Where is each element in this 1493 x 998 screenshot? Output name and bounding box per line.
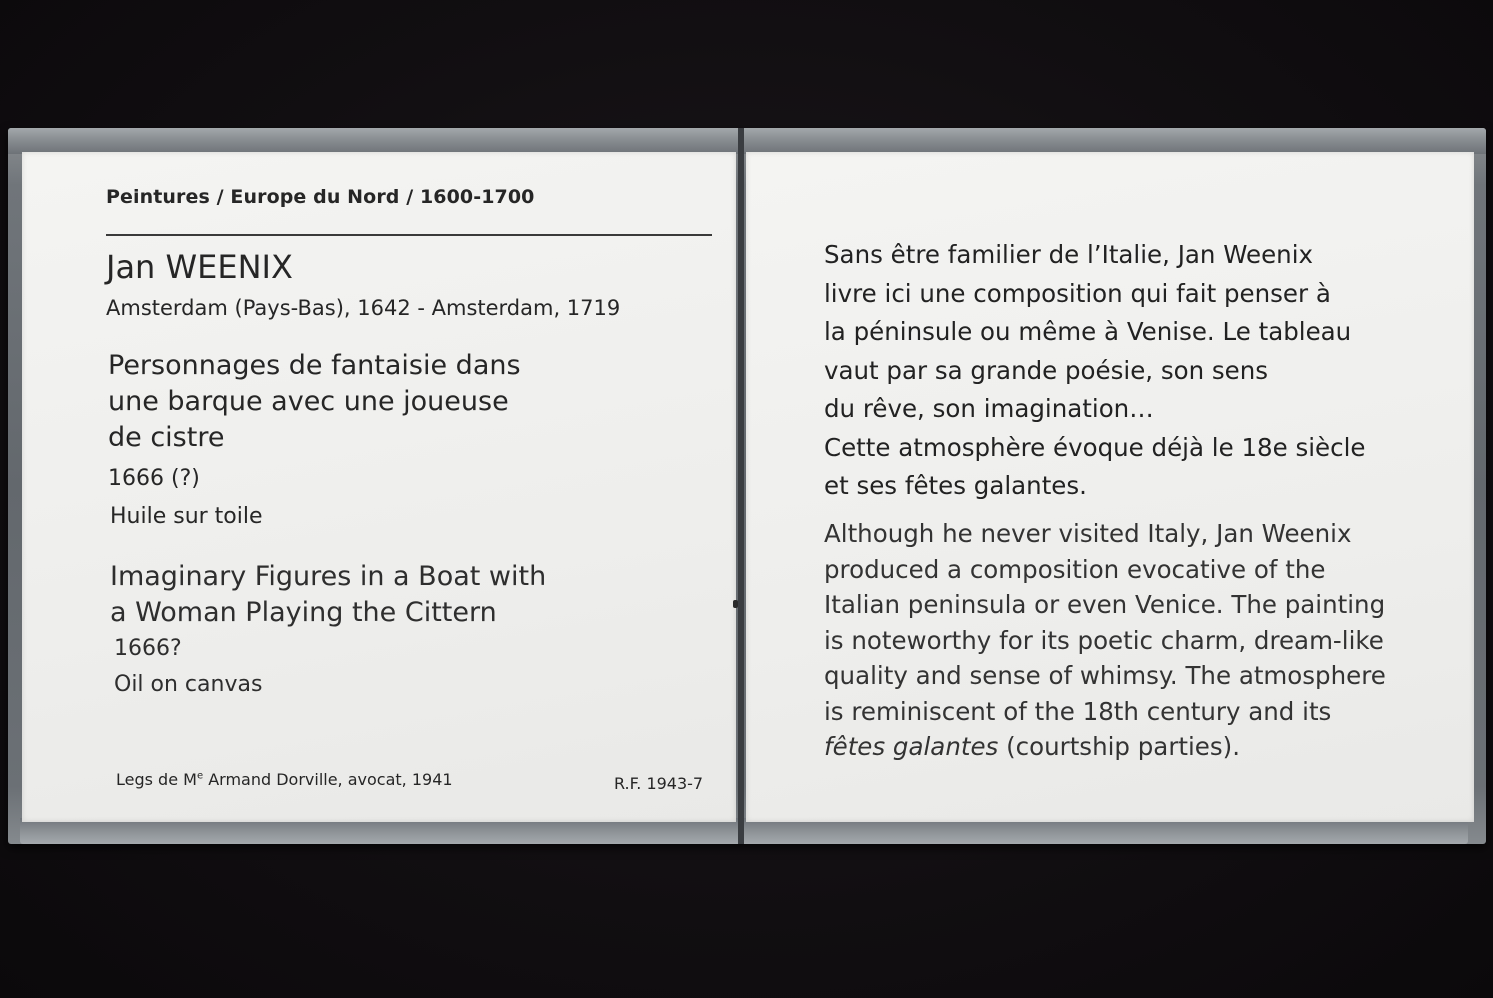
description-english-end: (courtship parties). bbox=[998, 732, 1240, 761]
description-french: Sans être familier de l’Italie, Jan Weenix livre ici une composition qui fait penser à la péninsule ou même à Venise. Le tableau vaut par sa grande poésie, son sens du rêve, son imagination… Cette atmosphère évoque déjà le 18e siècle et ses fêtes galantes. bbox=[824, 240, 1366, 500]
artwork-label-card bbox=[22, 152, 736, 822]
credit-prefix: Legs de M bbox=[116, 770, 197, 789]
artwork-title-french: Personnages de fantaisie dans une barque avec une joueuse de cistre bbox=[108, 350, 521, 453]
italic-term: fêtes galantes bbox=[824, 732, 999, 761]
artist-name: Jan WEENIX bbox=[106, 248, 293, 286]
artwork-date-french: 1666 (?) bbox=[108, 466, 200, 491]
horizontal-rule bbox=[106, 234, 712, 236]
description-english-line: Although he never visited Italy, Jan Weenix bbox=[824, 519, 1352, 548]
credit-superscript: e bbox=[196, 770, 204, 782]
description-english bbox=[824, 516, 1386, 765]
collection-category: Peintures / Europe du Nord / 1600-1700 bbox=[106, 186, 535, 208]
small-dark-mark bbox=[733, 600, 738, 608]
card-divider-gap bbox=[738, 128, 744, 844]
description-english-line: is noteworthy for its poetic charm, dream-like bbox=[824, 625, 1384, 655]
top-metal-rail bbox=[8, 128, 1486, 154]
description-english-line: is reminiscent of the 18th century and its bbox=[824, 696, 1332, 726]
artwork-date-english: 1666? bbox=[114, 636, 182, 661]
artwork-medium-french: Huile sur toile bbox=[110, 504, 263, 529]
description-english-line: Italian peninsula or even Venice. The painting bbox=[824, 590, 1386, 619]
artist-origin-dates: Amsterdam (Pays-Bas), 1642 - Amsterdam, 1719 bbox=[106, 296, 621, 320]
description-english-line: quality and sense of whimsy. The atmosphere bbox=[824, 661, 1386, 690]
description-english-last-line bbox=[824, 729, 1386, 765]
artwork-medium-english: Oil on canvas bbox=[114, 672, 263, 697]
inventory-number: R.F. 1943-7 bbox=[614, 774, 704, 793]
description-card bbox=[746, 152, 1474, 822]
credit-rest: Armand Dorville, avocat, 1941 bbox=[203, 770, 453, 789]
credit-line bbox=[116, 770, 453, 789]
artwork-title-english: Imaginary Figures in a Boat with a Woman Playing the Cittern bbox=[110, 561, 547, 628]
description-english-line: produced a composition evocative of the bbox=[824, 554, 1326, 584]
